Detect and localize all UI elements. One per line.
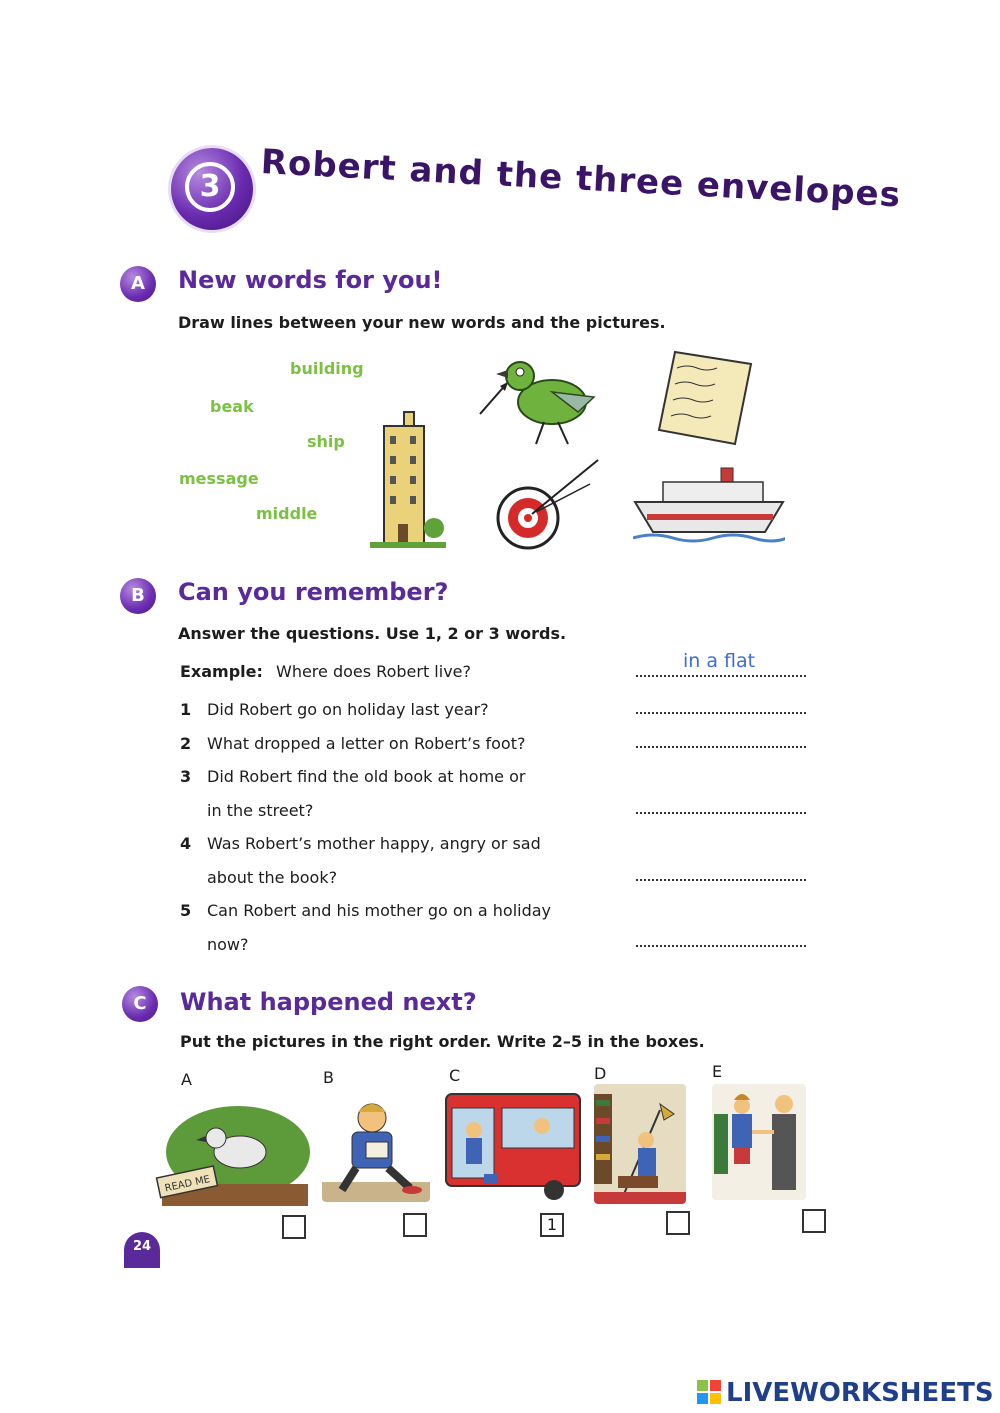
order-box-a[interactable] xyxy=(282,1215,306,1239)
question-text: Did Robert go on holiday last year? xyxy=(207,700,489,719)
example-question: Where does Robert live? xyxy=(276,662,471,681)
answer-3-input[interactable] xyxy=(636,812,806,814)
question-text-line2: about the book? xyxy=(207,868,338,887)
word-ship[interactable]: ship xyxy=(307,432,345,451)
section-a-instruction: Draw lines between your new words and the pictures. xyxy=(178,313,666,332)
order-box-d[interactable] xyxy=(666,1211,690,1235)
question-number: 1 xyxy=(180,700,192,719)
target-middle-picture[interactable] xyxy=(494,456,604,556)
section-a-title: New words for you! xyxy=(178,266,443,294)
picture-label-d: D xyxy=(594,1064,607,1083)
liveworksheets-logo-icon xyxy=(697,1380,721,1406)
example-row xyxy=(180,662,471,681)
question-number: 3 xyxy=(180,767,192,786)
example-answer: in a flat xyxy=(683,650,756,672)
picture-label-c: C xyxy=(449,1066,461,1085)
section-b-instruction: Answer the questions. Use 1, 2 or 3 words. xyxy=(178,624,567,643)
question-text-line2: in the street? xyxy=(207,801,314,820)
picture-b-boy-reading xyxy=(322,1090,430,1202)
section-a-badge: A xyxy=(120,266,156,302)
unit-number: 3 xyxy=(185,162,235,212)
question-number: 4 xyxy=(180,834,192,853)
order-box-c[interactable]: 1 xyxy=(540,1213,564,1237)
order-box-b[interactable] xyxy=(403,1213,427,1237)
question-number: 5 xyxy=(180,901,192,920)
picture-label-a: A xyxy=(181,1070,192,1089)
section-c-instruction: Put the pictures in the right order. Write 2–5 in the boxes. xyxy=(180,1032,705,1051)
example-label: Example: xyxy=(180,662,263,681)
word-building[interactable]: building xyxy=(290,359,364,378)
picture-c-bus xyxy=(444,1090,582,1202)
section-c-badge: C xyxy=(122,986,158,1022)
picture-e-handshake xyxy=(712,1084,806,1200)
question-text: Did Robert find the old book at home or xyxy=(207,767,526,786)
picture-a-bird-read-me xyxy=(152,1092,312,1212)
question-text: Can Robert and his mother go on a holiday xyxy=(207,901,552,920)
unit-number-badge xyxy=(171,148,253,230)
order-box-e[interactable] xyxy=(802,1209,826,1233)
word-beak[interactable]: beak xyxy=(210,397,254,416)
answer-5-input[interactable] xyxy=(636,945,806,947)
picture-d-room-lamp xyxy=(594,1084,686,1204)
question-text: What dropped a letter on Robert’s foot? xyxy=(207,734,526,753)
unit-title: Robert and the three envelopes xyxy=(259,142,902,216)
question-text-line2: now? xyxy=(207,935,249,954)
answer-2-input[interactable] xyxy=(636,746,806,748)
message-picture[interactable] xyxy=(655,348,755,448)
question-number: 2 xyxy=(180,734,192,753)
building-picture[interactable] xyxy=(368,408,448,550)
section-b-badge: B xyxy=(120,578,156,614)
ship-picture[interactable] xyxy=(633,466,785,546)
read-me-sign: READ ME xyxy=(163,1174,212,1195)
answer-1-input[interactable] xyxy=(636,712,806,714)
question-text: Was Robert’s mother happy, angry or sad xyxy=(207,834,541,853)
section-c-title: What happened next? xyxy=(180,988,477,1016)
section-b-title: Can you remember? xyxy=(178,578,449,606)
picture-label-b: B xyxy=(323,1068,334,1087)
picture-label-e: E xyxy=(712,1062,723,1081)
word-middle[interactable]: middle xyxy=(256,504,318,523)
answer-4-input[interactable] xyxy=(636,879,806,881)
bird-beak-picture[interactable] xyxy=(474,352,609,452)
page-number: 24 xyxy=(124,1232,160,1268)
liveworksheets-watermark[interactable]: LIVEWORKSHEETS xyxy=(726,1378,994,1408)
word-message[interactable]: message xyxy=(179,469,259,488)
example-answer-line xyxy=(636,675,806,677)
